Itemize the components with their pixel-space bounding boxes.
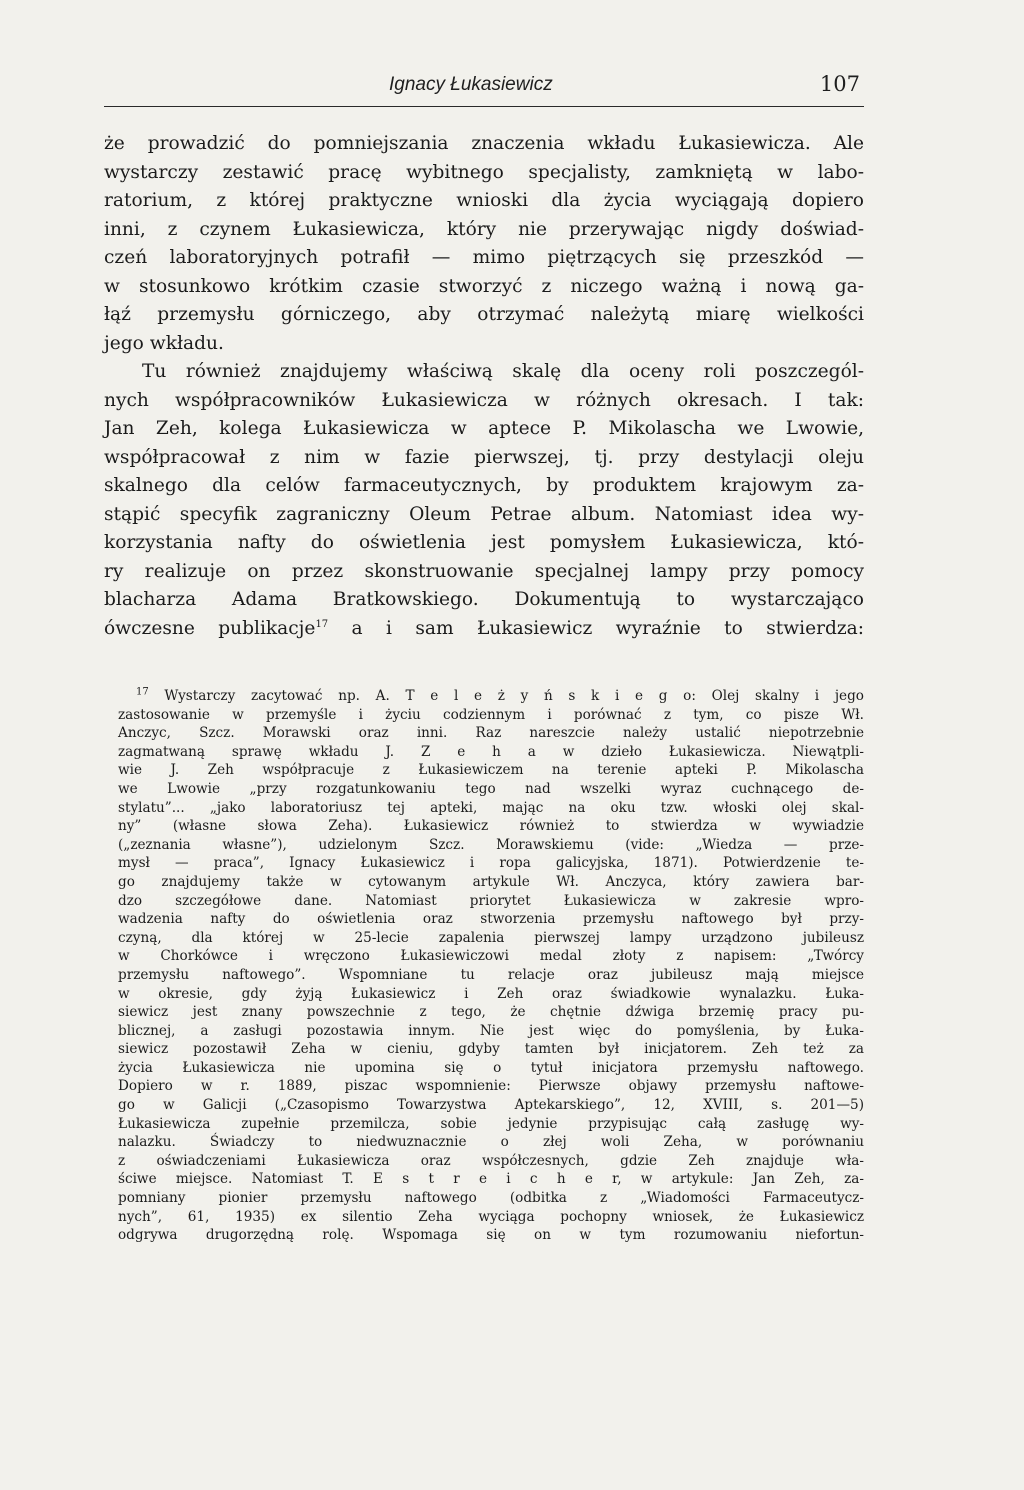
- footnote-line: w okresie, gdy żyją Łukasiewicz i Zeh oraz świadkowie wynalazku. Łuka-: [118, 985, 864, 1002]
- footnote-line: zastosowanie w przemyśle i życiu codziennym i porównać z tym, co pisze Wł.: [118, 706, 864, 723]
- body-line: skalnego dla celów farmaceutycznych, by produktem krajowym za-: [104, 475, 864, 496]
- footnote-line: Anczyc, Szcz. Morawski oraz inni. Raz nareszcie należy ustalić niepotrzebnie: [118, 725, 864, 742]
- footnote-line: nalazku. Świadczy to niedwuznacznie o złej woli Zeha, w porównaniu: [118, 1134, 864, 1151]
- running-head: Ignacy Łukasiewicz: [389, 74, 553, 95]
- body-line: wystarczy zestawić pracę wybitnego specjalisty, zamkniętą w labo-: [104, 161, 864, 183]
- footnote-line: odgrywa drugorzędną rolę. Wspomaga się on w tym rozumowaniu niefortun-: [118, 1227, 864, 1244]
- footnote-line: siewicz jest znany powszechnie z tego, że chętnie dźwiga brzemię pracy pu-: [118, 1004, 864, 1021]
- body-line: łąź przemysłu górniczego, aby otrzymać należytą miarę wielkości: [104, 304, 864, 325]
- footnote-line: ściwe miejsce. Natomiast T. E s t r e i c h e r, w artykule: Jan Zeh, za-: [118, 1171, 864, 1188]
- body-line: ry realizuje on przez skonstruowanie specjalnej lampy przy pomocy: [104, 560, 864, 582]
- body-line: Tu również znajdujemy właściwą skalę dla oceny roli poszczegól-: [142, 361, 864, 382]
- footnote-line: zagmatwaną sprawę wkładu J. Z e h a w dzieło Łukasiewicza. Niewątpli-: [118, 743, 864, 760]
- footnote-line: [118, 687, 864, 706]
- body-line: w stosunkowo krótkim czasie stworzyć z niczego ważną i nową ga-: [104, 275, 864, 297]
- footnote-line: mysł — praca”, Ignacy Łukasiewicz i ropa galicyjska, 1871). Potwierdzenie te-: [118, 855, 864, 872]
- body-line-text: ówczesne publikacje: [104, 617, 316, 639]
- body-line: jego wkładu.: [104, 332, 224, 354]
- page-number: 107: [819, 72, 860, 96]
- body-line: stąpić specyfik zagraniczny Oleum Petrae album. Natomiast idea wy-: [104, 503, 864, 525]
- footnote-17: [118, 687, 864, 1245]
- body-line: ratorium, z której praktyczne wnioski dla życia wyciągają dopiero: [104, 190, 864, 211]
- footnote-line: Łukasiewicza zupełnie przemilcza, sobie jedynie przypisując całą zasługę wy-: [118, 1115, 864, 1132]
- body-line: Jan Zeh, kolega Łukasiewicza w aptece P. Mikolascha we Lwowie,: [104, 418, 864, 439]
- footnote-line: życia Łukasiewicza nie upomina się o tytuł inicjatora przemysłu naftowego.: [118, 1059, 864, 1076]
- footnote-line: czyną, dla której w 25-lecie zapalenia pierwszej lampy urządzono jubileusz: [118, 929, 864, 946]
- footnote-line: go znajdujemy także w cytowanym artykule Wł. Anczyca, który zawiera bar-: [118, 873, 864, 890]
- body-line: czeń laboratoryjnych potrafił — mimo piętrzących się przeszkód —: [104, 247, 864, 268]
- footnote-line: nych”, 61, 1935) ex silentio Zeha wyciąga pochopny wniosek, że Łukasiewicz: [118, 1208, 864, 1225]
- footnote-line: siewicz pozostawił Zeha w cieniu, gdyby tamten był inicjatorem. Zeh też za: [118, 1041, 864, 1058]
- footnote-line: ny” (własne słowa Zeha). Łukasiewicz również to stwierdza w wywiadzie: [118, 818, 864, 835]
- footnote-line: („zeznania własne”), udzielonym Szcz. Morawskiemu (vide: „Wiedza — prze-: [118, 836, 864, 853]
- body-line: nych współpracowników Łukasiewicza w różnych okresach. I tak:: [104, 389, 864, 411]
- footnote-line: wadzenia nafty do oświetlenia oraz stworzenia przemysłu naftowego był przy-: [118, 911, 864, 928]
- footnote-line: stylatu”... „jako laboratoriusz tej apteki, mając na oku tzw. włoski olej skal-: [118, 799, 864, 816]
- footnote-reference[interactable]: 17: [315, 618, 329, 630]
- footnote-line: przemysłu naftowego”. Wspomniane tu relacje oraz jubileusz mają miejsce: [118, 966, 864, 983]
- footnote-line: w Chorkówce i wręczono Łukasiewiczowi medal złoty z napisem: „Twórcy: [118, 948, 864, 965]
- body-line: inni, z czynem Łukasiewicza, który nie przerywając nigdy doświad-: [104, 218, 864, 240]
- body-line: korzystania nafty do oświetlenia jest pomysłem Łukasiewicza, któ-: [104, 532, 864, 553]
- body-text: [104, 130, 864, 643]
- body-line-text: a i sam Łukasiewicz wyraźnie to stwierdza:: [328, 617, 865, 639]
- footnote-line: dzo szczegółowe dane. Natomiast priorytet Łukasiewicza w zakresie wpro-: [118, 892, 864, 909]
- footnote-line: pomniany pionier przemysłu naftowego (odbitka z „Wiadomości Farmaceutycz-: [118, 1190, 864, 1207]
- footnote-line: z oświadczeniami Łukasiewicza oraz współczesnych, gdzie Zeh znajduje wła-: [118, 1152, 864, 1169]
- body-line: [104, 615, 864, 644]
- footnote-marker: 17: [136, 686, 149, 698]
- footnote-line: Dopiero w r. 1889, piszac wspomnienie: Pierwsze objawy przemysłu naftowe-: [118, 1078, 864, 1095]
- page-header: [104, 72, 864, 107]
- body-line: blacharza Adama Bratkowskiego. Dokumentują to wystarczająco: [104, 589, 864, 610]
- footnote-line: go w Galicji („Czasopismo Towarzystwa Aptekarskiego”, 12, XVIII, s. 201—5): [118, 1097, 864, 1114]
- footnote-line: blicznej, a zasługi pozostawia innym. Nie jest więc do pomyślenia, by Łuka-: [118, 1022, 864, 1039]
- footnote-line: we Lwowie „przy rozgatunkowaniu tego nad wszelki wyraz cuchnącego de-: [118, 780, 864, 797]
- body-line: współpracował z nim w fazie pierwszej, tj. przy destylacji oleju: [104, 446, 864, 468]
- footnote-text: Wystarczy zacytować np. A. T e l e ż y ń s k i e g o: Olej skalny i jego: [164, 688, 864, 704]
- footnote-line: wie J. Zeh współpracuje z Łukasiewiczem na terenie apteki P. Mikolascha: [118, 762, 864, 779]
- body-line: że prowadzić do pomniejszania znaczenia wkładu Łukasiewicza. Ale: [104, 133, 864, 154]
